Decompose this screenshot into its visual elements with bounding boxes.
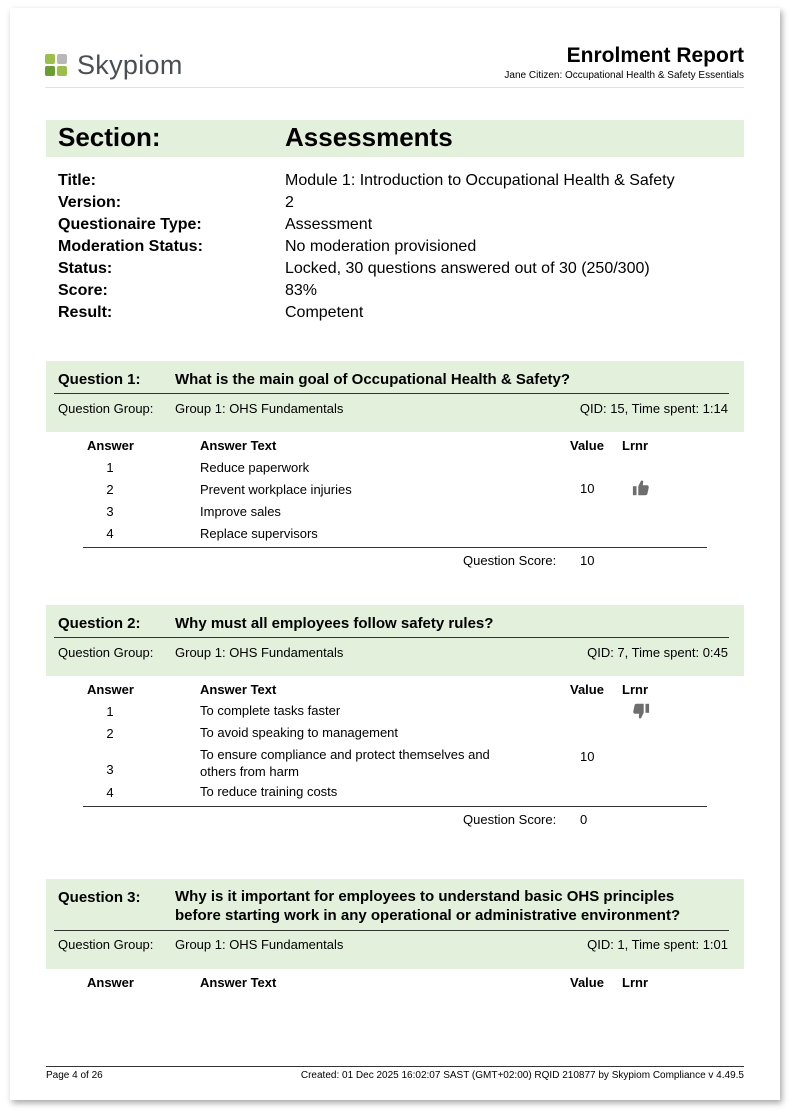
answer-text-line-1: To ensure compliance and protect themselves and: [200, 747, 490, 762]
report-subtitle: Jane Citizen: Occupational Health & Safety Essentials: [504, 70, 744, 81]
detail-moderation-status: [58, 238, 758, 260]
answer-value: 10: [580, 481, 595, 496]
detail-key: Score:: [58, 282, 108, 299]
question-group-label: Question Group:: [58, 645, 154, 660]
col-answer: Answer: [87, 438, 134, 453]
question-divider: [54, 637, 729, 638]
brand-logo: [45, 50, 183, 81]
answer-text: Reduce paperwork: [200, 460, 310, 475]
question-qid: QID: 1, Time spent: 1:01: [587, 937, 728, 952]
question-group-label: Question Group:: [58, 937, 154, 952]
question-label: Question 3:: [58, 889, 141, 906]
answer-value: 10: [580, 749, 595, 764]
question-text: What is the main goal of Occupational Health & Safety?: [175, 371, 571, 388]
col-value: Value: [570, 682, 604, 697]
question-score-value: 0: [580, 812, 588, 827]
col-answer-text: Answer Text: [200, 438, 277, 453]
detail-value: No moderation provisioned: [285, 238, 477, 255]
question-group-value: Group 1: OHS Fundamentals: [175, 937, 344, 952]
footer-divider: [46, 1066, 744, 1067]
question-label: Question 1:: [58, 371, 141, 388]
question-score-label: Question Score:: [463, 812, 557, 827]
question-1-header: [46, 361, 744, 432]
col-value: Value: [570, 975, 604, 990]
question-3-header: [46, 879, 744, 969]
question-group-value: Group 1: OHS Fundamentals: [175, 645, 344, 660]
col-answer: Answer: [87, 975, 134, 990]
answer-number: 1: [106, 704, 114, 719]
question-text-line-2: before starting work in any operational or administrative environment?: [175, 907, 681, 924]
detail-status: [58, 260, 758, 282]
answer-number: 2: [106, 482, 114, 497]
question-label: Question 2:: [58, 615, 141, 632]
question-group-label: Question Group:: [58, 401, 154, 416]
detail-value: Locked, 30 questions answered out of 30 (250/300): [285, 260, 650, 277]
answer-text-line-2: others from harm: [200, 764, 299, 779]
logo-mark-icon: [45, 54, 69, 78]
question-group-value: Group 1: OHS Fundamentals: [175, 401, 344, 416]
answer-number: 1: [106, 460, 114, 475]
question-2-header: [46, 605, 744, 676]
answer-number: 2: [106, 726, 114, 741]
detail-value: 83%: [285, 282, 318, 299]
question-score-value: 10: [580, 553, 595, 568]
thumbs-up-icon: [632, 479, 650, 497]
brand-name: Skypiom: [77, 50, 183, 80]
answers-divider: [83, 806, 707, 807]
col-answer: Answer: [87, 682, 134, 697]
answer-text: Improve sales: [200, 504, 281, 519]
answer-text: To avoid speaking to management: [200, 725, 399, 740]
answers-divider: [83, 547, 707, 548]
col-answer-text: Answer Text: [200, 682, 277, 697]
detail-title: [58, 172, 758, 194]
detail-key: Moderation Status:: [58, 238, 203, 255]
page-number: Page 4 of 26: [46, 1070, 103, 1081]
detail-value: Competent: [285, 304, 364, 321]
thumbs-down-icon: [632, 702, 650, 720]
report-title: Enrolment Report: [566, 44, 744, 67]
report-page: [10, 8, 780, 1100]
detail-key: Questionaire Type:: [58, 216, 202, 233]
col-answer-text: Answer Text: [200, 975, 277, 990]
question-score-label: Question Score:: [463, 553, 557, 568]
detail-questionnaire-type: [58, 216, 758, 238]
answer-text: Replace supervisors: [200, 526, 318, 541]
section-label: Section:: [58, 122, 161, 152]
detail-value: 2: [285, 194, 294, 211]
detail-value: Module 1: Introduction to Occupational Health & Safety: [285, 172, 675, 189]
detail-value: Assessment: [285, 216, 373, 233]
answer-number: 4: [106, 785, 114, 800]
question-qid: QID: 7, Time spent: 0:45: [587, 645, 728, 660]
detail-key: Version:: [58, 194, 122, 211]
col-lrnr: Lrnr: [622, 682, 648, 697]
answer-text: To complete tasks faster: [200, 703, 341, 718]
header-divider: [45, 87, 744, 88]
answer-number: 3: [106, 762, 114, 777]
col-lrnr: Lrnr: [622, 975, 648, 990]
answer-number: 3: [106, 504, 114, 519]
col-value: Value: [570, 438, 604, 453]
question-text: Why must all employees follow safety rules?: [175, 615, 494, 632]
detail-key: Result:: [58, 304, 113, 321]
detail-key: Title:: [58, 172, 96, 189]
detail-result: [58, 304, 758, 326]
answer-number: 4: [106, 526, 114, 541]
created-info: Created: 01 Dec 2025 16:02:07 SAST (GMT+02:00) RQID 210877 by Skypiom Compliance v 4.49.5: [300, 1070, 744, 1081]
section-title: Assessments: [285, 122, 453, 152]
col-lrnr: Lrnr: [622, 438, 648, 453]
detail-score: [58, 282, 758, 304]
question-text-line-1: Why is it important for employees to understand basic OHS principles: [175, 888, 675, 905]
question-qid: QID: 15, Time spent: 1:14: [579, 401, 728, 416]
answer-text: Prevent workplace injuries: [200, 482, 352, 497]
question-divider: [54, 930, 729, 931]
answer-text: To reduce training costs: [200, 784, 338, 799]
detail-version: [58, 194, 758, 216]
question-divider: [54, 393, 729, 394]
detail-key: Status:: [58, 260, 113, 277]
